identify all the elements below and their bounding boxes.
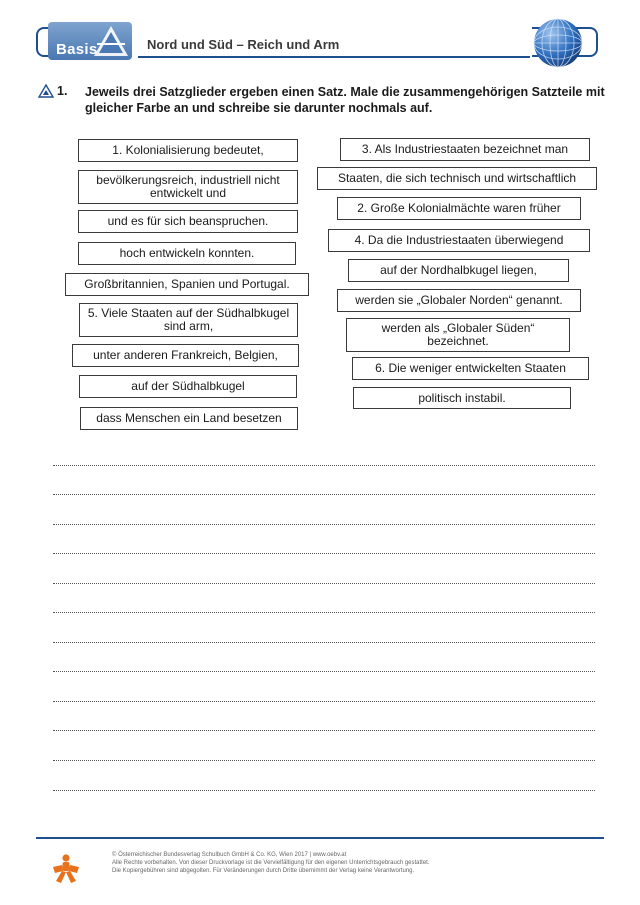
- writing-line[interactable]: [53, 583, 595, 584]
- sentence-part-chip[interactable]: auf der Nordhalbkugel liegen,: [348, 259, 569, 282]
- writing-line[interactable]: [53, 671, 595, 672]
- sentence-part-chip[interactable]: 1. Kolonialisierung bedeutet,: [78, 139, 298, 162]
- header-underline: [138, 56, 530, 58]
- footer-rights-note: Alle Rechte vorbehalten. Von dieser Druckvorlage ist die Vervielfältigung für den eigenen Unterrichtsgebrauch gestattet.: [112, 860, 430, 866]
- sentence-part-chip[interactable]: bevölkerungsreich, industriell nicht entwickelt und: [78, 170, 298, 204]
- sentence-part-chip[interactable]: 2. Große Kolonialmächte waren früher: [337, 197, 581, 220]
- sentence-part-chip[interactable]: dass Menschen ein Land besetzen: [80, 407, 298, 430]
- writing-line[interactable]: [53, 612, 595, 613]
- sentence-part-chip[interactable]: auf der Südhalbkugel: [79, 375, 297, 398]
- writing-line[interactable]: [53, 730, 595, 731]
- sentence-part-chip[interactable]: und es für sich beanspruchen.: [78, 210, 298, 233]
- writing-line[interactable]: [53, 553, 595, 554]
- writing-line[interactable]: [53, 465, 595, 466]
- writing-line[interactable]: [53, 701, 595, 702]
- globe-icon: [532, 17, 584, 69]
- sentence-part-chip[interactable]: 5. Viele Staaten auf der Südhalbkugel sind arm,: [79, 303, 298, 337]
- task-number: 1.: [57, 84, 68, 98]
- sentence-part-chip[interactable]: werden als „Globaler Süden“ bezeichnet.: [346, 318, 570, 352]
- sentence-part-chip[interactable]: unter anderen Frankreich, Belgien,: [72, 344, 299, 367]
- sentence-part-chip[interactable]: 3. Als Industriestaaten bezeichnet man: [340, 138, 590, 161]
- task-instruction: Jeweils drei Satzglieder ergeben einen Satz. Male die zusammengehörigen Satzteile mit gleicher Farbe an und schreibe sie darunter nochmals auf.: [85, 85, 605, 115]
- sentence-part-chip[interactable]: Staaten, die sich technisch und wirtschaftlich: [317, 167, 597, 190]
- page-title: Nord und Süd – Reich und Arm: [147, 37, 340, 52]
- footer-divider: [36, 837, 604, 839]
- writing-line[interactable]: [53, 494, 595, 495]
- basis-badge: [48, 22, 132, 60]
- writing-line[interactable]: [53, 642, 595, 643]
- sentence-part-chip[interactable]: 4. Da die Industriestaaten überwiegend: [328, 229, 590, 252]
- writing-line[interactable]: [53, 790, 595, 791]
- basis-label: Basis: [56, 41, 98, 58]
- publisher-logo-icon: [50, 853, 82, 885]
- sentence-part-chip[interactable]: politisch instabil.: [353, 387, 571, 409]
- triangle-logo-icon: [92, 24, 130, 58]
- triangle-task-icon: [38, 84, 54, 98]
- writing-line[interactable]: [53, 760, 595, 761]
- footer-fees-note: Die Kopiergebühren sind abgegolten. Für Veränderungen durch Dritte übernimmt der Verlag keine Verantwortung.: [112, 868, 415, 874]
- writing-line[interactable]: [53, 524, 595, 525]
- sentence-part-chip[interactable]: hoch entwickeln konnten.: [78, 242, 296, 265]
- sentence-part-chip[interactable]: 6. Die weniger entwickelten Staaten: [352, 357, 589, 380]
- sentence-part-chip[interactable]: werden sie „Globaler Norden“ genannt.: [337, 289, 581, 312]
- sentence-part-chip[interactable]: Großbritannien, Spanien und Portugal.: [65, 273, 309, 296]
- footer-copyright: © Österreichischer Bundesverlag Schulbuch GmbH & Co. KG, Wien 2017 | www.oebv.at: [112, 852, 347, 858]
